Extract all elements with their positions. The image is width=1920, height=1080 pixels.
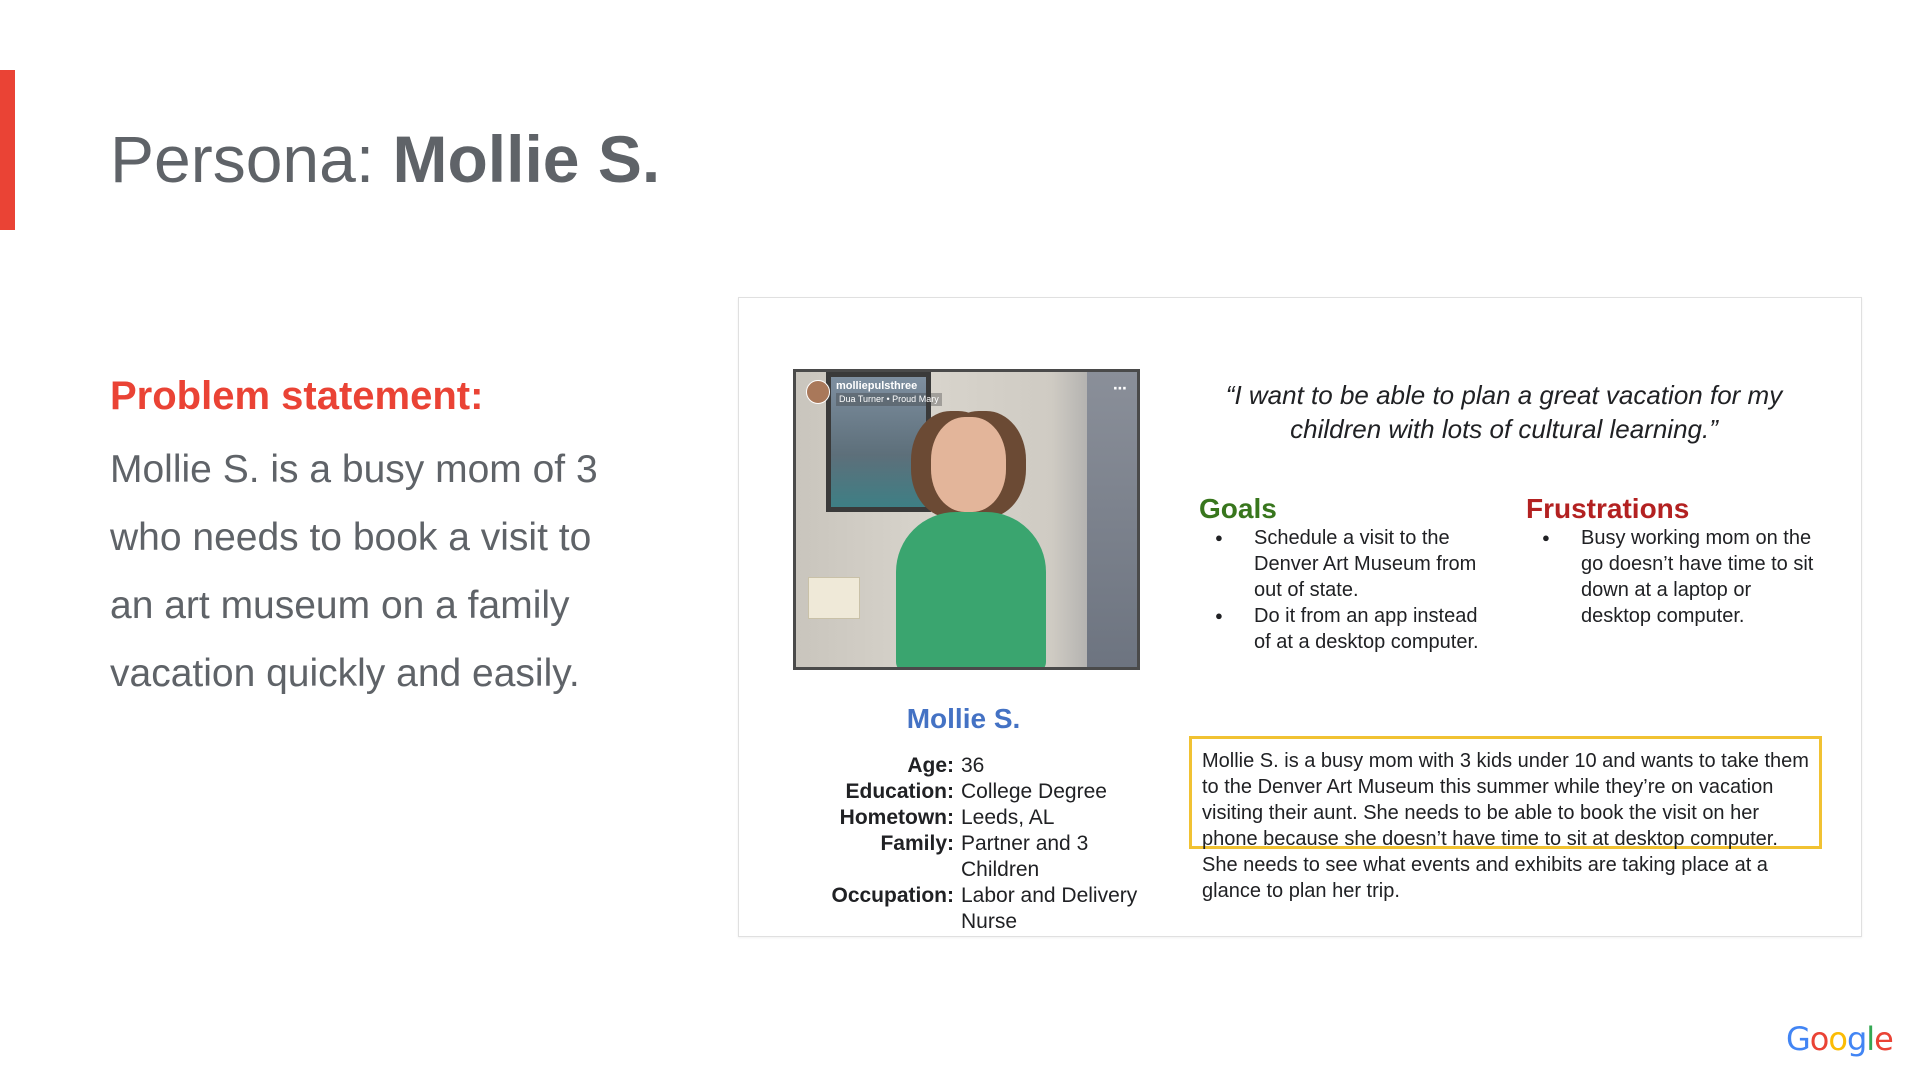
- logo-letter: e: [1874, 1020, 1893, 1058]
- persona-bio: Mollie S. is a busy mom with 3 kids under 10 and wants to take them to the Denver Art Museum this summer while they’re on vacation visiting their aunt. She needs to be able to book the visit on her phone because she doesn’t have time to sit at desktop computer. She needs to see what events and exhibits are taking place at a glance to plan her trip.: [1189, 736, 1822, 849]
- detail-value: 36: [961, 754, 985, 777]
- title-persona-name: Mollie S.: [392, 122, 661, 196]
- persona-card: [738, 297, 1862, 937]
- logo-letter: G: [1786, 1020, 1810, 1058]
- logo-letter: l: [1866, 1020, 1875, 1058]
- logo-letter: o: [1828, 1020, 1847, 1058]
- more-horizontal-icon: ⋯: [1113, 380, 1127, 396]
- persona-photo: [793, 369, 1140, 670]
- problem-heading: Problem statement:: [110, 374, 484, 418]
- list-item: ● Busy working mom on the go doesn’t have time to sit down at a laptop or desktop computer.: [1526, 525, 1826, 629]
- detail-label: Occupation:: [831, 884, 954, 907]
- logo-letter: o: [1809, 1020, 1829, 1058]
- person-head: [931, 417, 1006, 512]
- photo-overlay-user: [806, 380, 942, 406]
- door: [1087, 372, 1137, 667]
- detail-value: Labor and Delivery Nurse: [961, 884, 1138, 933]
- detail-row-occupation: [739, 883, 1159, 935]
- persona-name: Mollie S.: [906, 703, 1021, 734]
- list-item: ● Do it from an app instead of at a desktop computer.: [1199, 603, 1499, 655]
- goals-section: [1199, 493, 1499, 655]
- accent-bar: [0, 70, 15, 230]
- person-body: [896, 512, 1046, 670]
- detail-row-family: [739, 831, 1159, 883]
- detail-value: Partner and 3 Children: [961, 832, 1089, 881]
- frustrations-section: [1526, 493, 1826, 629]
- slide-title: [110, 120, 660, 199]
- title-prefix: Persona:: [110, 122, 393, 196]
- persona-details: [739, 753, 1159, 935]
- avatar: [806, 380, 830, 404]
- detail-value: Leeds, AL: [961, 806, 1055, 829]
- photo-subtitle: Dua Turner • Proud Mary: [836, 393, 942, 406]
- goals-list: [1199, 525, 1499, 655]
- list-item: ● Schedule a visit to the Denver Art Museum from out of state.: [1199, 525, 1499, 603]
- frustrations-heading: Frustrations: [1526, 493, 1690, 524]
- detail-label: Hometown:: [839, 806, 954, 829]
- detail-row-education: [739, 779, 1159, 805]
- problem-body: Mollie S. is a busy mom of 3 who needs to book a visit to an art museum on a family vacation quickly and easily.: [110, 448, 598, 695]
- logo-letter: g: [1846, 1020, 1867, 1058]
- persona-quote: “I want to be able to plan a great vacation for my children with lots of cultural learning.”: [1225, 380, 1783, 444]
- detail-row-age: [739, 753, 1159, 779]
- detail-label: Age:: [907, 754, 954, 777]
- photo-handle: molliepulsthree: [836, 380, 918, 392]
- frustrations-list: [1526, 525, 1826, 629]
- light-switch: [808, 577, 860, 619]
- detail-row-hometown: [739, 805, 1159, 831]
- google-logo: [1786, 1020, 1893, 1058]
- detail-value: College Degree: [961, 780, 1107, 803]
- problem-statement: [110, 368, 630, 708]
- detail-label: Family:: [880, 832, 954, 855]
- goals-heading: Goals: [1199, 493, 1277, 524]
- detail-label: Education:: [845, 780, 954, 803]
